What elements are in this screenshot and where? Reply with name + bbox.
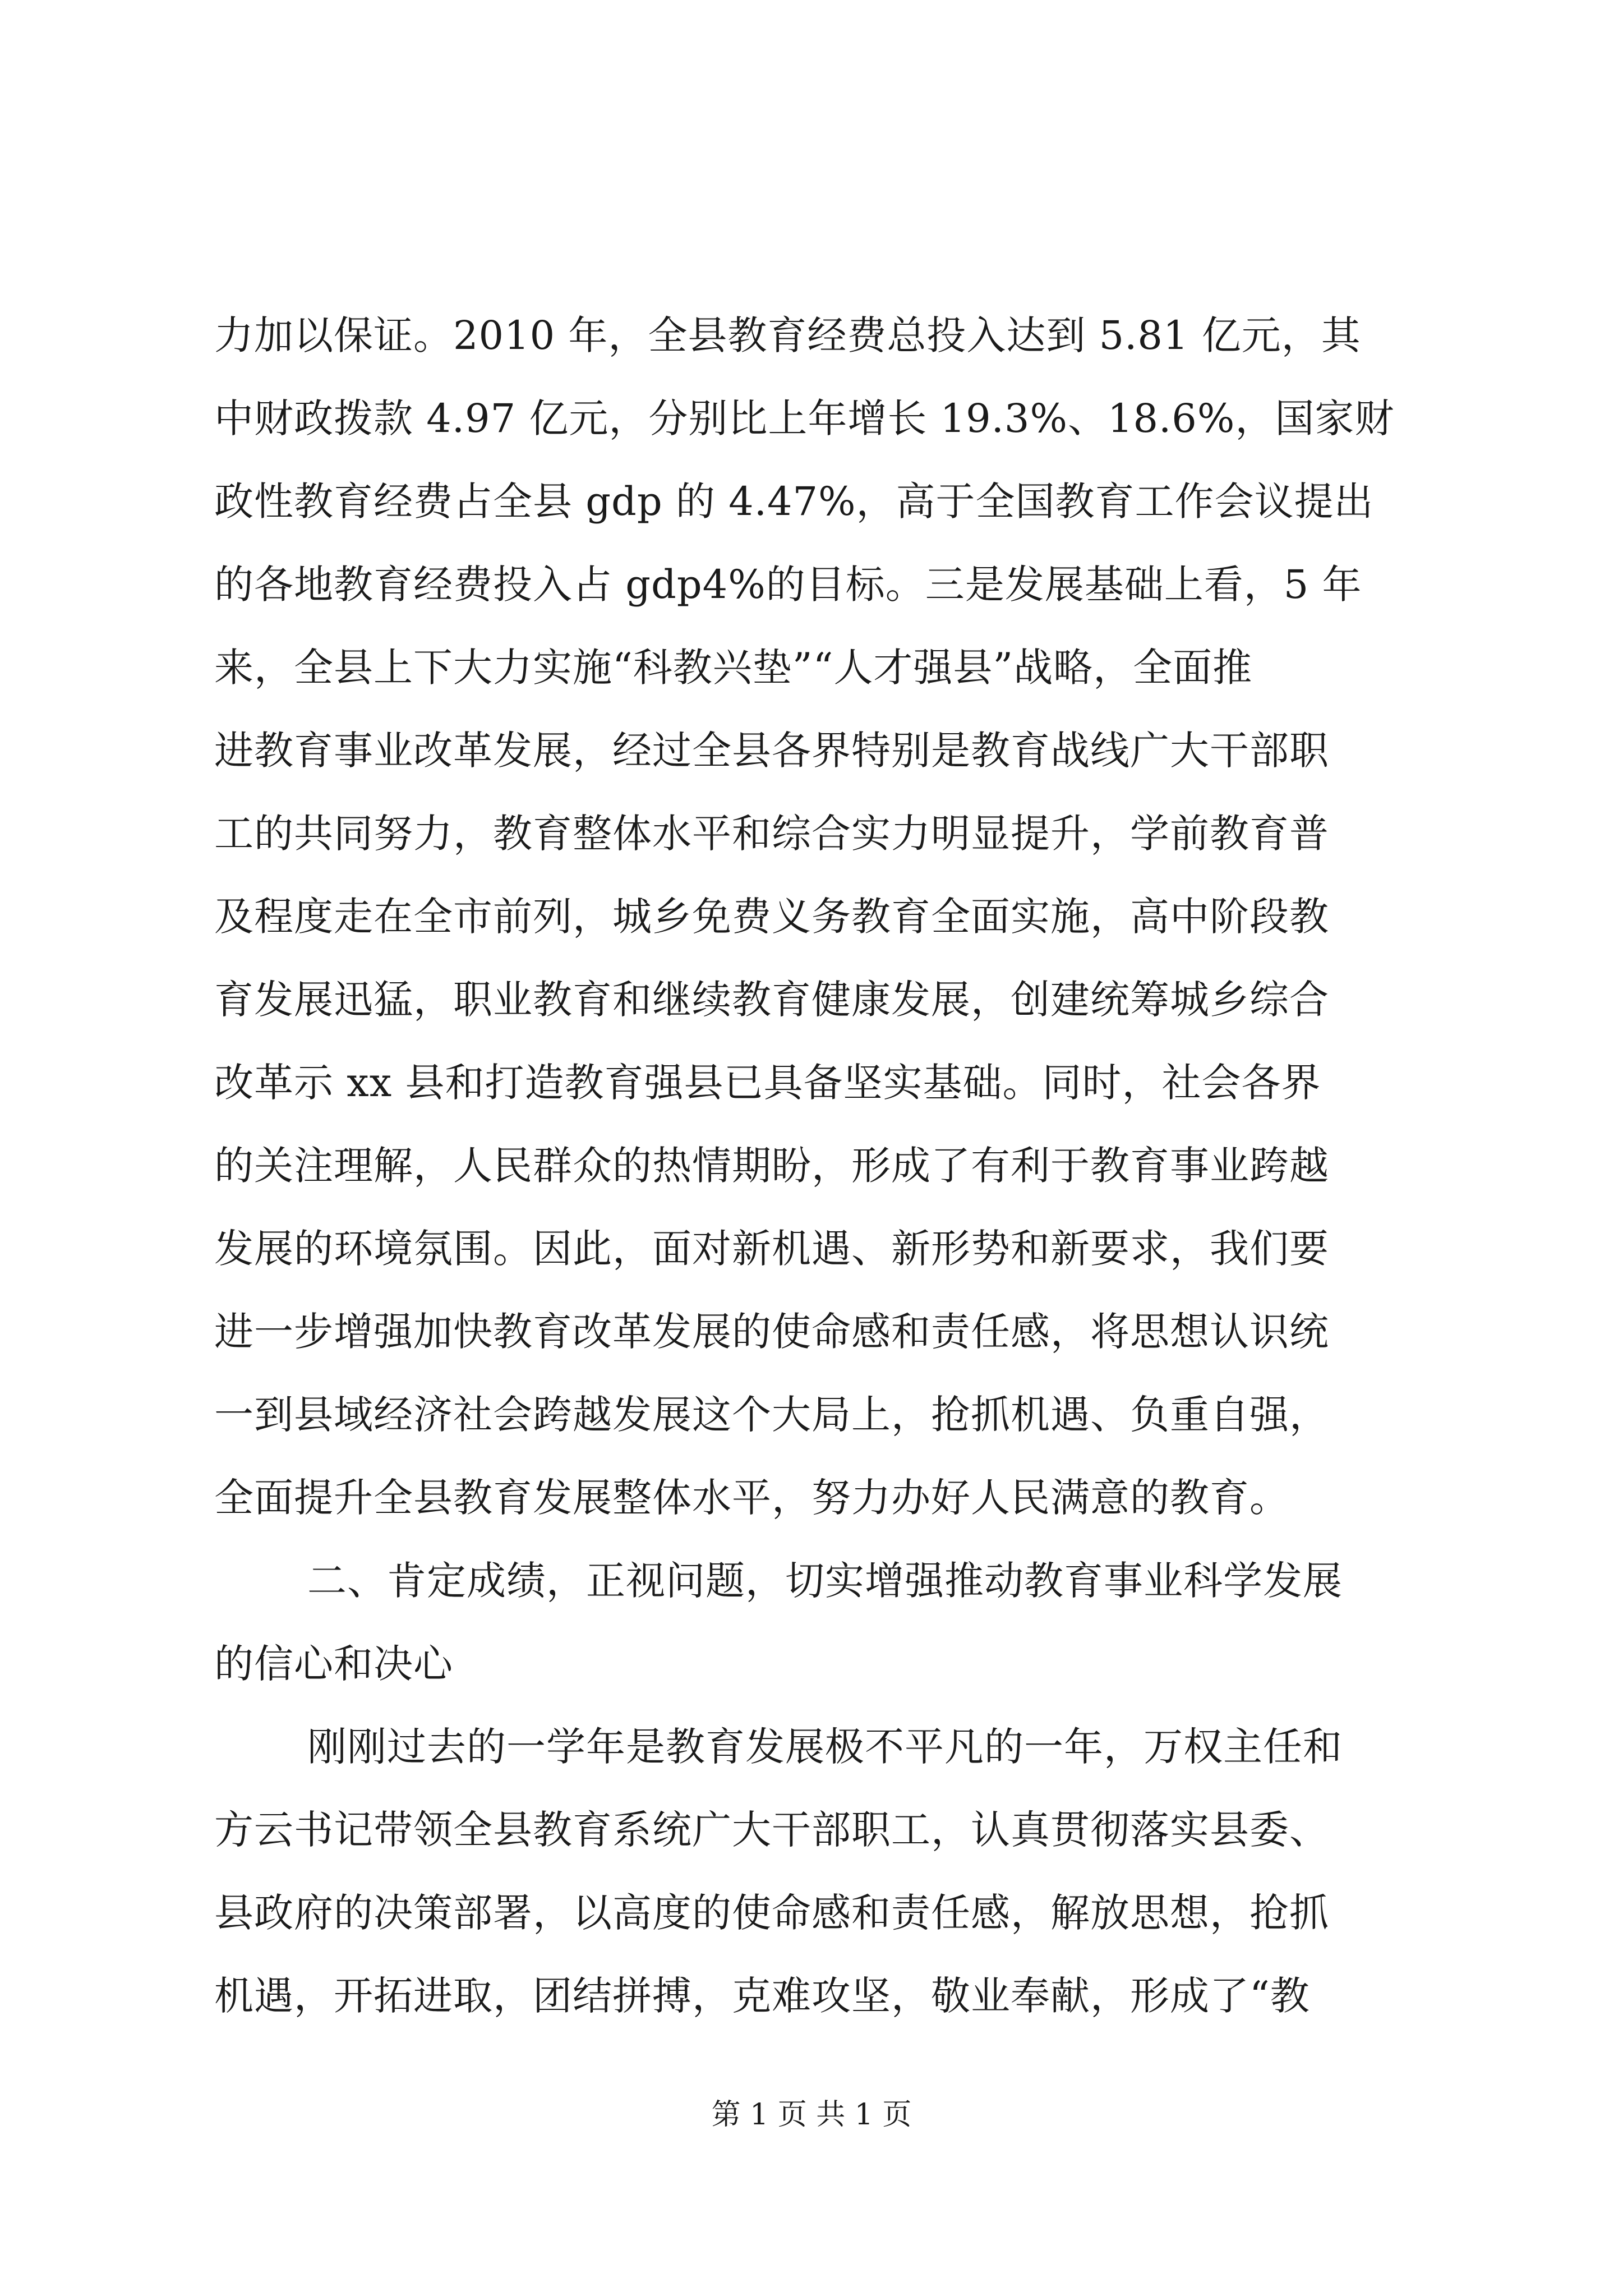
- text-line: 中财政拨款 4.97 亿元，分别比上年增长 19.3%、18.6%，国家财: [214, 395, 1395, 441]
- text-line: 刚刚过去的一学年是教育发展极不平凡的一年，万权主任和: [307, 1724, 1343, 1770]
- text-line: 进教育事业改革发展，经过全县各界特别是教育战线广大干部职: [214, 728, 1329, 774]
- text-line: 的各地教育经费投入占 gdp4%的目标。三是发展基础上看，5 年: [214, 562, 1362, 608]
- text-line: 的关注理解，人民群众的热情期盼，形成了有利于教育事业跨越: [214, 1143, 1329, 1189]
- text-line: 一到县域经济社会跨越发展这个大局上，抢抓机遇、负重自强，: [214, 1392, 1329, 1438]
- text-line: 改革示 xx 县和打造教育强县已具备坚实基础。同时，社会各界: [214, 1060, 1321, 1106]
- text-line: 方云书记带领全县教育系统广大干部职工，认真贯彻落实县委、: [214, 1807, 1329, 1853]
- section-heading-line: 二、肯定成绩，正视问题，切实增强推动教育事业科学发展: [307, 1558, 1343, 1604]
- text-line: 进一步增强加快教育改革发展的使命感和责任感，将思想认识统: [214, 1309, 1329, 1355]
- text-line: 机遇，开拓进取，团结拼搏，克难攻坚，敬业奉献，形成了“教: [214, 1973, 1310, 2019]
- text-line: 政性教育经费占全县 gdp 的 4.47%，高于全国教育工作会议提出: [214, 478, 1374, 524]
- text-line: 力加以保证。2010 年，全县教育经费总投入达到 5.81 亿元，其: [214, 312, 1361, 358]
- page-number: 第 1 页 共 1 页: [711, 2098, 912, 2132]
- text-line: 发展的环境氛围。因此，面对新机遇、新形势和新要求，我们要: [214, 1226, 1329, 1272]
- text-line: 及程度走在全市前列，城乡免费义务教育全面实施，高中阶段教: [214, 894, 1329, 940]
- text-line: 工的共同努力，教育整体水平和综合实力明显提升，学前教育普: [214, 811, 1329, 857]
- text-line: 县政府的决策部署，以高度的使命感和责任感，解放思想，抢抓: [214, 1890, 1329, 1936]
- text-line: 育发展迅猛，职业教育和继续教育健康发展，创建统筹城乡综合: [214, 977, 1329, 1023]
- text-line: 全面提升全县教育发展整体水平，努力办好人民满意的教育。: [214, 1475, 1289, 1521]
- text-line: 来，全县上下大力实施“科教兴垫”“人才强县”战略，全面推: [214, 645, 1253, 691]
- section-heading-line: 的信心和决心: [214, 1641, 453, 1687]
